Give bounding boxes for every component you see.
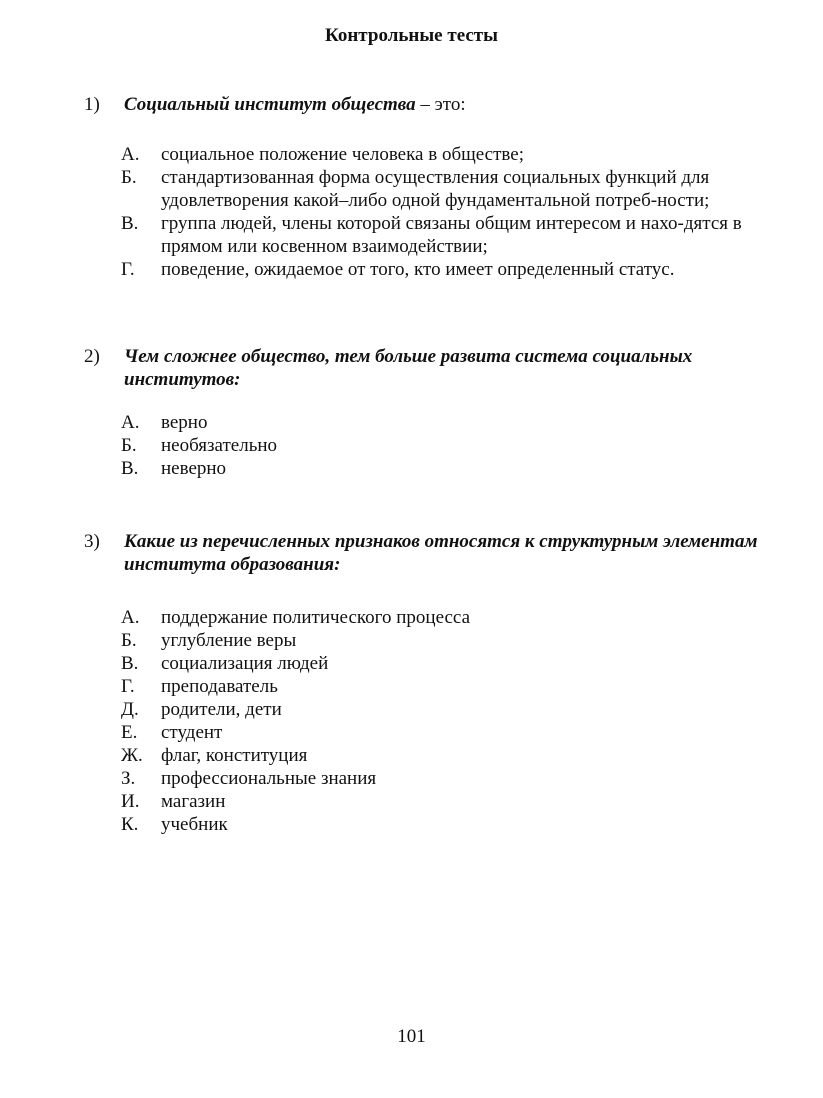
option-letter: Г. xyxy=(121,259,135,280)
question-number: 2) xyxy=(84,346,100,367)
option-letter: Б. xyxy=(121,167,137,188)
option-text: неверно xyxy=(161,458,227,479)
question-text: Социальный институт общества xyxy=(124,94,416,115)
answer-option-i xyxy=(121,790,764,813)
question-header xyxy=(84,345,764,391)
answer-option-v xyxy=(121,212,764,258)
answer-option-b xyxy=(121,434,764,457)
option-text: углубление веры xyxy=(161,630,297,651)
option-text: студент xyxy=(161,722,223,743)
page-number: 101 xyxy=(397,1026,426,1047)
answer-option-e xyxy=(121,721,764,744)
option-letter: Ж. xyxy=(121,745,143,766)
answer-option-g xyxy=(121,675,764,698)
answer-option-zh xyxy=(121,744,764,767)
answer-option-a xyxy=(121,143,764,166)
question-text: Чем сложнее общество, тем больше развита система социальных институтов: xyxy=(124,346,693,390)
question-suffix: – это: xyxy=(415,94,466,115)
option-letter: Д. xyxy=(121,699,139,720)
answer-option-b xyxy=(121,629,764,652)
option-letter: А. xyxy=(121,412,140,433)
question-2 xyxy=(84,345,764,480)
question-header xyxy=(84,93,764,116)
option-text: поведение, ожидаемое от того, кто имеет определенный статус. xyxy=(161,259,675,280)
answer-option-a xyxy=(121,411,764,434)
answer-option-k xyxy=(121,813,764,836)
option-text: родители, дети xyxy=(161,699,282,720)
option-text: необязательно xyxy=(161,435,278,456)
option-text: профессиональные знания xyxy=(161,768,377,789)
answer-option-v xyxy=(121,652,764,675)
answer-options xyxy=(84,143,764,281)
answer-option-z xyxy=(121,767,764,790)
answer-options xyxy=(84,411,764,480)
option-letter: Г. xyxy=(121,676,135,697)
question-number: 1) xyxy=(84,94,100,115)
option-text: группа людей, члены которой связаны общим интересом и нахо-дятся в прямом или косвенном взаимодействии; xyxy=(161,213,742,257)
question-3 xyxy=(84,530,764,836)
option-letter: А. xyxy=(121,144,140,165)
option-letter: К. xyxy=(121,814,139,835)
option-text: социальное положение человека в обществе; xyxy=(161,144,524,165)
option-text: социализация людей xyxy=(161,653,329,674)
option-text: флаг, конституция xyxy=(161,745,308,766)
option-letter: З. xyxy=(121,768,136,789)
option-letter: В. xyxy=(121,653,139,674)
answer-option-g xyxy=(121,258,764,281)
option-text: поддержание политического процесса xyxy=(161,607,471,628)
option-text: стандартизованная форма осуществления социальных функций для удовлетворения какой–либо одной фундаментальной потреб-ности; xyxy=(161,167,710,211)
option-letter: А. xyxy=(121,607,140,628)
option-text: магазин xyxy=(161,791,226,812)
question-header xyxy=(84,530,764,576)
answer-option-d xyxy=(121,698,764,721)
option-letter: Б. xyxy=(121,435,137,456)
question-text: Какие из перечисленных признаков относятся к структурным элементам института образования: xyxy=(124,531,758,575)
option-letter: В. xyxy=(121,458,139,479)
question-1 xyxy=(84,93,764,281)
option-text: верно xyxy=(161,412,208,433)
page-title: Контрольные тесты xyxy=(325,25,498,46)
option-letter: Е. xyxy=(121,722,138,743)
option-text: учебник xyxy=(161,814,228,835)
option-letter: И. xyxy=(121,791,140,812)
answer-option-v xyxy=(121,457,764,480)
option-text: преподаватель xyxy=(161,676,278,697)
question-number: 3) xyxy=(84,531,100,552)
answer-option-b xyxy=(121,166,764,212)
option-letter: Б. xyxy=(121,630,137,651)
answer-option-a xyxy=(121,606,764,629)
option-letter: В. xyxy=(121,213,139,234)
answer-options xyxy=(84,606,764,836)
